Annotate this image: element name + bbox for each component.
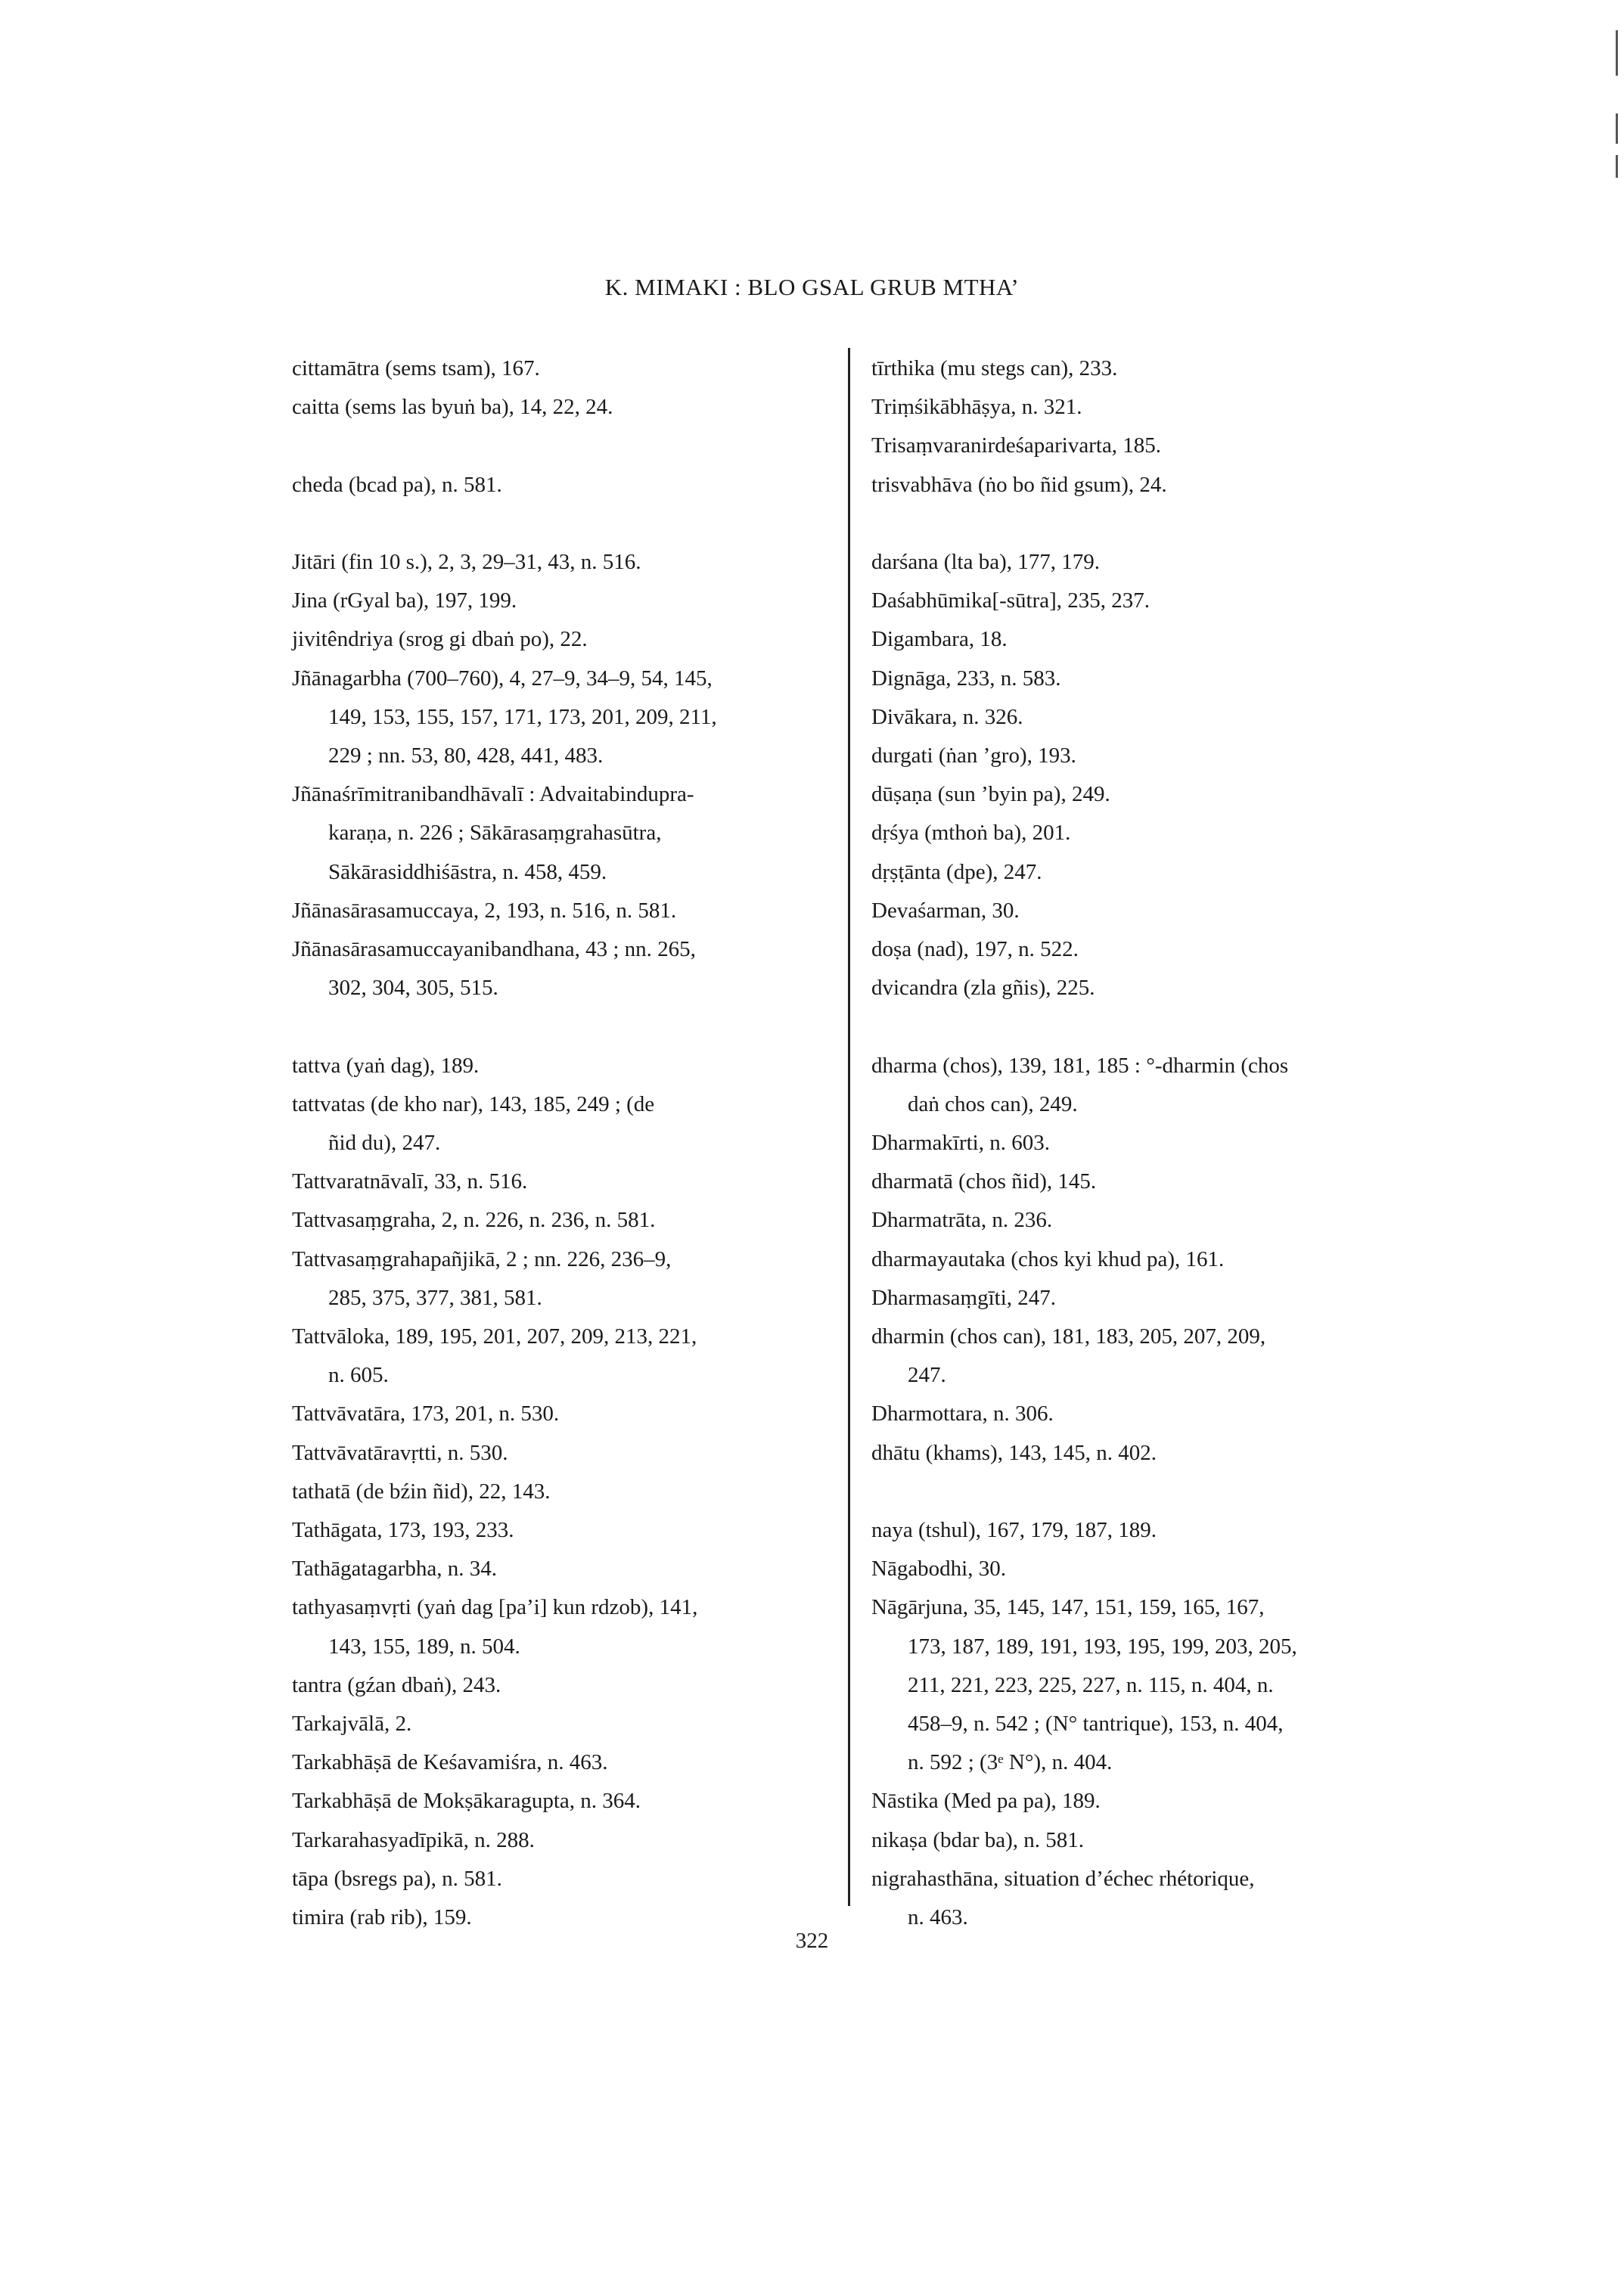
index-entry (292, 1550, 837, 1588)
index-entry-line: Dharmasaṃgīti, 247. (871, 1285, 1057, 1310)
running-header: K. MIMAKI : BLO GSAL GRUB MTHA’ (604, 274, 1020, 300)
index-entry-line: timira (rab rib), 159. (292, 1905, 472, 1930)
index-entry-continuation: 149, 153, 155, 157, 171, 173, 201, 209, 211, (328, 704, 717, 729)
index-entry-line: Jñānagarbha (700–760), 4, 27–9, 34–9, 54, 145, (292, 666, 713, 691)
index-entry-line: Jitāri (fin 10 s.), 2, 3, 29–31, 43, n. 516. (292, 549, 641, 574)
index-entry-line: trisvabhāva (ṅo bo ñid gsum), 24. (871, 472, 1167, 497)
index-entry-continuation: n. 463. (908, 1905, 968, 1930)
index-entry-line: cittamātra (sems tsam), 167. (292, 356, 540, 380)
index-entry (871, 620, 1416, 659)
index-entry (871, 775, 1416, 814)
index-entry (292, 1473, 837, 1511)
scan-edge-mark (1616, 113, 1618, 144)
index-entry (292, 388, 837, 427)
index-entry (871, 388, 1416, 427)
index-entry-line: Jñānasārasamuccaya, 2, 193, n. 516, n. 581. (292, 898, 677, 923)
index-entry (292, 1821, 837, 1860)
index-entry-continuation: daṅ chos can), 249. (908, 1091, 1078, 1116)
index-entry-line: dharmayautaka (chos kyi khud pa), 161. (871, 1246, 1225, 1271)
index-entry-line: Tarkabhāṣā de Keśavamiśra, n. 463. (292, 1750, 608, 1775)
index-entry (871, 1434, 1416, 1473)
index-entry (871, 1860, 1416, 1937)
index-entry-line: tattvatas (de kho nar), 143, 185, 249 ; (de (292, 1091, 655, 1116)
index-entry-line: naya (tshul), 167, 179, 187, 189. (871, 1518, 1157, 1543)
index-entry-line: Devaśarman, 30. (871, 898, 1020, 923)
index-entry (292, 466, 837, 504)
index-entry-line: Tarkabhāṣā de Mokṣākaragupta, n. 364. (292, 1789, 641, 1814)
index-entry (871, 1588, 1416, 1782)
index-entry (871, 582, 1416, 620)
index-entry (292, 1395, 837, 1433)
index-entry (292, 1201, 837, 1240)
index-entry-line: dhātu (khams), 143, 145, n. 402. (871, 1440, 1157, 1465)
index-entry-line: Tarkajvālā, 2. (292, 1712, 412, 1737)
index-entry-line: Tathāgatagarbha, n. 34. (292, 1557, 497, 1582)
index-entry (871, 1395, 1416, 1433)
index-entry-line: Dharmakīrti, n. 603. (871, 1131, 1050, 1156)
index-entry-line: nigrahasthāna, situation d’échec rhétorique, (871, 1866, 1255, 1891)
index-column-right (871, 349, 1416, 1937)
entry-gap (292, 504, 837, 543)
index-entry (292, 1782, 837, 1821)
index-entry-line: durgati (ṅan ’gro), 193. (871, 743, 1076, 768)
index-entry (871, 1318, 1416, 1395)
index-entry (871, 853, 1416, 892)
index-entry-continuation: 302, 304, 305, 515. (328, 976, 498, 1001)
index-entry-line: tantra (gźan dbaṅ), 243. (292, 1672, 501, 1697)
index-entry-line: Daśabhūmika[-sūtra], 235, 237. (871, 588, 1150, 613)
index-entry-line: tathatā (de bźin ñid), 22, 143. (292, 1479, 551, 1504)
index-entry (871, 543, 1416, 582)
index-entry-line: tathyasaṃvṛti (yaṅ dag [pa’i] kun rdzob), 141, (292, 1595, 698, 1620)
index-entry-line: Nāstika (Med pa pa), 189. (871, 1789, 1101, 1814)
index-entry-line: Trisaṃvaranirdeśaparivarta, 185. (871, 433, 1162, 458)
index-entry (292, 1743, 837, 1782)
entry-gap (871, 1473, 1416, 1511)
index-entry (871, 427, 1416, 465)
index-entry-line: Nāgabodhi, 30. (871, 1557, 1006, 1582)
index-entry (871, 892, 1416, 930)
index-entry (292, 1240, 837, 1318)
index-entry-line: Dharmatrāta, n. 236. (871, 1208, 1053, 1233)
index-entry-line: Divākara, n. 326. (871, 704, 1023, 729)
index-entry (292, 1085, 837, 1163)
index-entry-line: dūṣaṇa (sun ’byin pa), 249. (871, 782, 1110, 807)
index-entry-continuation: karaṇa, n. 226 ; Sākārasaṃgrahasūtra, (328, 821, 662, 846)
index-entry (871, 930, 1416, 969)
index-entry (871, 349, 1416, 388)
index-entry-continuation: n. 605. (328, 1363, 389, 1388)
index-entry (292, 775, 837, 892)
index-entry (292, 349, 837, 388)
index-entry (871, 1047, 1416, 1124)
scan-edge-mark (1616, 155, 1618, 178)
entry-gap (871, 1007, 1416, 1046)
index-entry (871, 1124, 1416, 1163)
index-entry (871, 1511, 1416, 1550)
index-entry-line: dharmin (chos can), 181, 183, 205, 207, 209, (871, 1324, 1266, 1349)
index-entry (871, 698, 1416, 737)
index-entry-line: nikaṣa (bdar ba), n. 581. (871, 1827, 1085, 1852)
index-entry (292, 620, 837, 659)
index-entry-line: Jñānaśrīmitranibandhāvalī : Advaitabindupra- (292, 782, 694, 807)
scan-edge-mark (1616, 30, 1618, 76)
index-entry (871, 660, 1416, 698)
index-entry (871, 1782, 1416, 1821)
index-entry (292, 1047, 837, 1085)
entry-gap (292, 1007, 837, 1046)
index-entry (871, 1550, 1416, 1588)
index-entry (871, 737, 1416, 775)
index-entry (292, 1511, 837, 1550)
index-entry-line: darśana (lta ba), 177, 179. (871, 550, 1100, 574)
index-entry-line: cheda (bcad pa), n. 581. (292, 472, 502, 497)
index-entry (292, 1434, 837, 1473)
index-entry-continuation: ñid du), 247. (328, 1131, 441, 1156)
index-entry-line: Tarkarahasyadīpikā, n. 288. (292, 1827, 535, 1852)
index-column-left (292, 349, 837, 1937)
index-entry-continuation: 229 ; nn. 53, 80, 428, 441, 483. (328, 743, 604, 768)
index-entry-line: dṛṣṭānta (dpe), 247. (871, 859, 1042, 884)
index-entry (871, 1163, 1416, 1201)
index-entry (292, 1860, 837, 1898)
index-entry-line: Dharmottara, n. 306. (871, 1402, 1054, 1426)
page-number: 322 (795, 1929, 829, 1953)
index-entry-line: caitta (sems las byuṅ ba), 14, 22, 24. (292, 395, 613, 420)
column-divider (848, 348, 850, 1906)
index-entry (871, 814, 1416, 852)
index-entry-line: Tattvasaṃgrahapañjikā, 2 ; nn. 226, 236–9, (292, 1246, 672, 1271)
index-entry (292, 1318, 837, 1395)
entry-gap (871, 504, 1416, 543)
index-entry-line: tīrthika (mu stegs can), 233. (871, 356, 1118, 380)
index-entry-continuation: n. 592 ; (3ᵉ N°), n. 404. (908, 1750, 1113, 1775)
index-entry (292, 582, 837, 620)
index-entry (292, 1163, 837, 1201)
entry-gap (292, 427, 837, 465)
index-entry-line: Jina (rGyal ba), 197, 199. (292, 588, 517, 613)
index-entry-line: tattva (yaṅ dag), 189. (292, 1053, 480, 1078)
index-entry (292, 892, 837, 930)
index-entry-line: Triṃśikābhāṣya, n. 321. (871, 395, 1082, 420)
index-entry (871, 466, 1416, 504)
index-entry (871, 1821, 1416, 1860)
index-entry-line: Dignāga, 233, n. 583. (871, 666, 1061, 691)
index-entry (292, 660, 837, 776)
index-entry (871, 969, 1416, 1007)
index-entry-line: Tattvasaṃgraha, 2, n. 226, n. 236, n. 581. (292, 1208, 656, 1233)
index-entry-line: Tattvāloka, 189, 195, 201, 207, 209, 213, 221, (292, 1324, 697, 1349)
index-entry (292, 543, 837, 582)
index-entry-continuation: Sākārasiddhiśāstra, n. 458, 459. (328, 859, 607, 884)
index-entry-line: tāpa (bsregs pa), n. 581. (292, 1866, 502, 1891)
index-entry (292, 1666, 837, 1705)
index-entry-line: Tattvāvatāravṛtti, n. 530. (292, 1440, 508, 1465)
index-entry (871, 1240, 1416, 1279)
index-entry-line: doṣa (nad), 197, n. 522. (871, 937, 1079, 962)
index-entry-line: dṛśya (mthoṅ ba), 201. (871, 821, 1071, 846)
index-entry (292, 930, 837, 1007)
index-entry-continuation: 285, 375, 377, 381, 581. (328, 1285, 542, 1310)
index-entry-line: dharma (chos), 139, 181, 185 : °-dharmin (chos (871, 1053, 1289, 1078)
index-entry (292, 1705, 837, 1743)
index-entry (871, 1201, 1416, 1240)
index-entry-continuation: 143, 155, 189, n. 504. (328, 1634, 520, 1659)
index-entry-line: Jñānasārasamuccayanibandhana, 43 ; nn. 265, (292, 937, 696, 962)
index-entry-line: jivitêndriya (srog gi dbaṅ po), 22. (292, 627, 588, 652)
index-entry-continuation: 247. (908, 1363, 946, 1388)
index-entry-continuation: 211, 221, 223, 225, 227, n. 115, n. 404, n. (908, 1672, 1274, 1697)
index-entry-line: dvicandra (zla gñis), 225. (871, 976, 1095, 1001)
index-entry-line: Tathāgata, 173, 193, 233. (292, 1518, 514, 1543)
index-entry-line: Tattvaratnāvalī, 33, n. 516. (292, 1169, 528, 1194)
index-entry-line: Tattvāvatāra, 173, 201, n. 530. (292, 1402, 560, 1426)
index-entry-continuation: 458–9, n. 542 ; (N° tantrique), 153, n. 404, (908, 1712, 1284, 1737)
index-entry (292, 1588, 837, 1665)
index-entry (871, 1279, 1416, 1318)
index-entry-line: Nāgārjuna, 35, 145, 147, 151, 159, 165, 167, (871, 1595, 1265, 1620)
index-entry-continuation: 173, 187, 189, 191, 193, 195, 199, 203, 205, (908, 1634, 1297, 1659)
index-entry-line: Digambara, 18. (871, 627, 1008, 652)
index-entry-line: dharmatā (chos ñid), 145. (871, 1169, 1097, 1194)
